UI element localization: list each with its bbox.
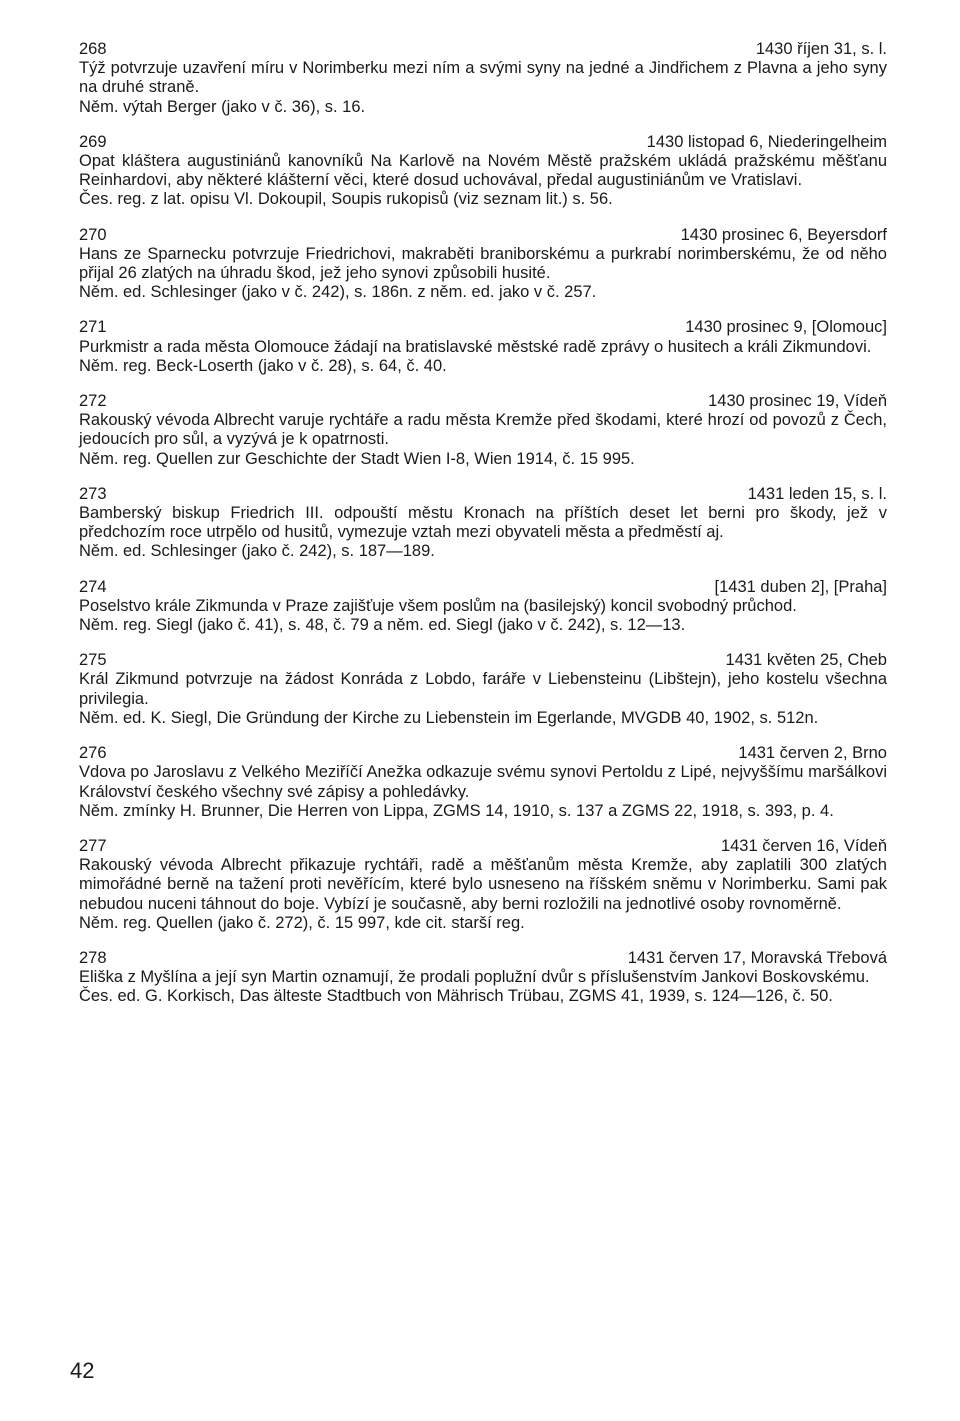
entry-summary: Purkmistr a rada města Olomouce žádají na bratislavské městské radě zprávy o husitech a králi Zikmundovi. bbox=[79, 337, 872, 356]
entry-header bbox=[79, 392, 887, 411]
entry-277 bbox=[79, 837, 887, 933]
entry-header bbox=[79, 651, 887, 670]
entry-number: 273 bbox=[79, 484, 107, 503]
entry-reference: Něm. reg. Quellen (jako č. 272), č. 15 997, kde cit. starší reg. bbox=[79, 913, 525, 932]
entry-number: 269 bbox=[79, 132, 107, 151]
entry-reference: Něm. reg. Quellen zur Geschichte der Stadt Wien I-8, Wien 1914, č. 15 995. bbox=[79, 449, 635, 468]
entry-reference: Čes. ed. G. Korkisch, Das älteste Stadtbuch von Mährisch Trübau, ZGMS 41, 1939, s. 124—126, č. 50. bbox=[79, 987, 833, 1006]
entry-summary: Opat kláštera augustiniánů kanovníků Na Karlově na Novém Městě pražském ukládá pražskému měšťanu Reinhardovi, aby některé klášterní věci, které dosud uchovával, předal augustiniánům ve Vratislavi. bbox=[79, 152, 887, 190]
entry-summary: Poselstvo krále Zikmunda v Praze zajišťuje všem poslům na (basilejský) koncil svobodný průchod. bbox=[79, 596, 797, 615]
entry-summary: Vdova po Jaroslavu z Velkého Meziříčí Anežka odkazuje svému synovi Pertoldu z Lipé, nejvyššímu maršálkovi Království českého všechny své zápisy a pohledávky. bbox=[79, 763, 887, 801]
entry-date-place: 1430 listopad 6, Niederingelheim bbox=[646, 132, 887, 151]
page-number: 42 bbox=[70, 1358, 95, 1383]
entry-summary: Rakouský vévoda Albrecht varuje rychtáře a radu města Kremže před škodami, které hrozí od povozů z Čech, jedoucích pro sůl, a vyzývá je k opatrnosti. bbox=[79, 411, 887, 449]
entry-278 bbox=[79, 949, 887, 1007]
entry-date-place: 1431 květen 25, Cheb bbox=[725, 651, 887, 670]
entry-reference: Něm. ed. K. Siegl, Die Gründung der Kirche zu Liebenstein im Egerlande, MVGDB 40, 1902, s. 512n. bbox=[79, 708, 819, 727]
entry-date-place: 1431 červen 16, Vídeň bbox=[720, 836, 887, 855]
entry-date-place: 1431 červen 17, Moravská Třebová bbox=[627, 948, 887, 967]
entry-header bbox=[79, 578, 887, 597]
entry-summary: Týž potvrzuje uzavření míru v Norimberku mezi ním a svými syny na jedné a Jindřichem z Plavna a jeho syny na druhé straně. bbox=[79, 59, 887, 97]
entry-reference: Čes. reg. z lat. opisu Vl. Dokoupil, Soupis rukopisů (viz seznam lit.) s. 56. bbox=[79, 190, 613, 209]
entry-number: 275 bbox=[79, 651, 107, 670]
entry-reference: Něm. reg. Siegl (jako č. 41), s. 48, č. 79 a něm. ed. Siegl (jako v č. 242), s. 12—13. bbox=[79, 616, 686, 635]
entry-269 bbox=[79, 133, 887, 210]
entry-header bbox=[79, 318, 887, 337]
entry-274 bbox=[79, 578, 887, 636]
entry-date-place: [1431 duben 2], [Praha] bbox=[714, 577, 887, 596]
entry-date-place: 1430 prosinec 6, Beyersdorf bbox=[680, 225, 887, 244]
entry-268 bbox=[79, 40, 887, 117]
entry-header bbox=[79, 226, 887, 245]
entry-number: 270 bbox=[79, 225, 107, 244]
entry-reference: Něm. výtah Berger (jako v č. 36), s. 16. bbox=[79, 97, 366, 116]
entry-summary: Rakouský vévoda Albrecht přikazuje rychtáři, radě a měšťanům města Kremže, aby zaplatili 300 zlatých mimořádné berně na tažení proti nevěřícím, které bylo usneseno na říšském sněmu v Norimberku. Sami pak nebudou nuceni táhnout do boje. Vybízí je současně, aby berni rozložili na jednotlivé osoby rovnoměrně. bbox=[79, 856, 887, 913]
entry-number: 268 bbox=[79, 40, 107, 58]
entry-reference: Něm. zmínky H. Brunner, Die Herren von Lippa, ZGMS 14, 1910, s. 137 a ZGMS 22, 1918, s. 393, p. 4. bbox=[79, 801, 834, 820]
entry-summary: Král Zikmund potvrzuje na žádost Konráda z Lobdo, faráře v Liebensteinu (Libštejn), jeho kostelu všechna privilegia. bbox=[79, 670, 887, 708]
entry-summary: Bamberský biskup Friedrich III. odpouští městu Kronach na příštích deset let berni pro škody, jež v předchozím roce utrpělo od husitů, vymezuje vztah mezi obyvateli města a předměstí aj. bbox=[79, 504, 887, 542]
entry-header bbox=[79, 837, 887, 856]
entry-reference: Něm. ed. Schlesinger (jako č. 242), s. 187—189. bbox=[79, 542, 435, 561]
entry-date-place: 1431 červen 2, Brno bbox=[738, 744, 887, 763]
entry-summary: Eliška z Myšlína a její syn Martin oznamují, že prodali poplužní dvůr s příslušenstvím Jankovi Boskovskému. bbox=[79, 968, 870, 987]
entry-reference: Něm. ed. Schlesinger (jako v č. 242), s. 186n. z něm. ed. jako v č. 257. bbox=[79, 283, 597, 302]
entry-271 bbox=[79, 318, 887, 376]
entry-number: 272 bbox=[79, 392, 107, 411]
entry-number: 276 bbox=[79, 744, 107, 763]
entry-276 bbox=[79, 744, 887, 821]
entry-date-place: 1430 prosinec 19, Vídeň bbox=[708, 392, 887, 411]
entry-275 bbox=[79, 651, 887, 728]
entry-270 bbox=[79, 226, 887, 303]
entry-header bbox=[79, 40, 887, 59]
entry-header bbox=[79, 133, 887, 152]
entry-number: 278 bbox=[79, 948, 107, 967]
entry-273 bbox=[79, 485, 887, 562]
entry-272 bbox=[79, 392, 887, 469]
document-page bbox=[79, 40, 887, 1023]
entry-date-place: 1430 říjen 31, s. l. bbox=[755, 40, 887, 58]
entry-number: 277 bbox=[79, 836, 107, 855]
entry-number: 271 bbox=[79, 318, 107, 337]
entry-summary: Hans ze Sparnecku potvrzuje Friedrichovi, makraběti braniborskému a purkrabí norimberskému, že od něho přijal 26 zlatých na úhradu škod, jež jeho synovi způsobili husité. bbox=[79, 244, 887, 283]
entry-header bbox=[79, 485, 887, 504]
entry-number: 274 bbox=[79, 577, 107, 596]
entry-date-place: 1431 leden 15, s. l. bbox=[747, 484, 887, 503]
entry-reference: Něm. reg. Beck-Loserth (jako v č. 28), s. 64, č. 40. bbox=[79, 356, 447, 375]
entry-date-place: 1430 prosinec 9, [Olomouc] bbox=[685, 318, 887, 337]
entry-header bbox=[79, 744, 887, 763]
entry-header bbox=[79, 949, 887, 968]
